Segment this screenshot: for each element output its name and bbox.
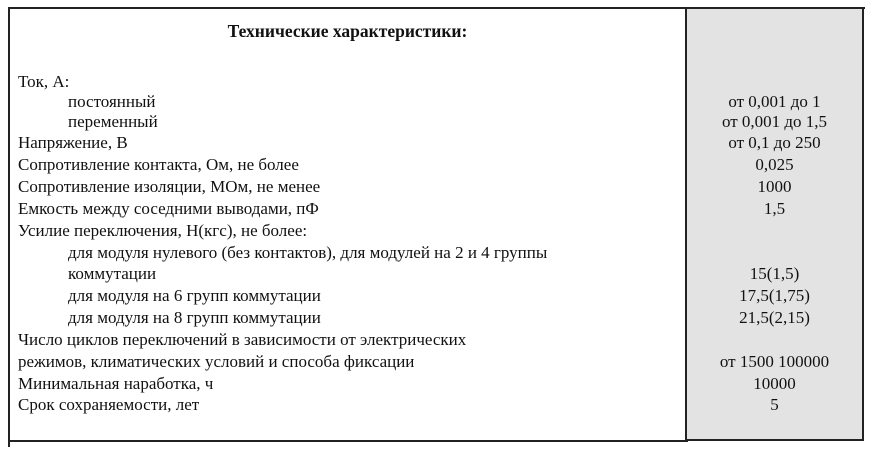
value-capacitance: 1,5 — [763, 199, 786, 218]
value-shelf-life: 5 — [770, 395, 779, 414]
label-force-6: для модуля на 6 групп коммутации — [68, 286, 321, 305]
table-title: Технические характеристики: — [227, 21, 468, 41]
value-insulation-resistance: 1000 — [757, 177, 792, 196]
table-left-border — [8, 7, 10, 447]
value-force-8: 21,5(2,15) — [739, 308, 810, 327]
label-cycles: Число циклов переключений в зависимости от электрических — [18, 330, 467, 349]
label-switching-force: Усилие переключения, Н(кгс), не более: — [18, 221, 308, 240]
label-shelf-life: Срок сохраняемости, лет — [18, 395, 200, 414]
label-cycles-cont: режимов, климатических условий и способа фиксации — [18, 352, 415, 371]
value-current-dc: от 0,001 до 1 — [728, 92, 821, 111]
value-force-6: 17,5(1,75) — [739, 286, 810, 305]
value-force-zero-2-4: 15(1,5) — [749, 264, 800, 283]
value-min-lifetime: 10000 — [753, 374, 796, 393]
value-cycles: от 1500 100000 — [719, 352, 830, 371]
table-bottom-border — [8, 440, 688, 442]
label-current-ac: переменный — [68, 112, 158, 131]
label-insulation-resistance: Сопротивление изоляции, МОм, не менее — [18, 177, 321, 196]
label-voltage: Напряжение, В — [18, 133, 128, 152]
value-current-ac: от 0,001 до 1,5 — [721, 112, 828, 131]
value-voltage: от 0,1 до 250 — [728, 133, 821, 152]
label-contact-resistance: Сопротивление контакта, Ом, не более — [18, 155, 299, 174]
label-force-8: для модуля на 8 групп коммутации — [68, 308, 321, 327]
label-min-lifetime: Минимальная наработка, ч — [18, 374, 214, 393]
value-contact-resistance: 0,025 — [755, 155, 794, 174]
label-current: Ток, А: — [18, 72, 70, 91]
label-current-dc: постоянный — [68, 92, 156, 111]
label-force-zero-2-4-cont: коммутации — [68, 264, 157, 283]
label-capacitance: Емкость между соседними выводами, пФ — [18, 199, 319, 218]
label-force-zero-2-4: для модуля нулевого (без контактов), для модулей на 2 и 4 группы — [68, 243, 548, 262]
